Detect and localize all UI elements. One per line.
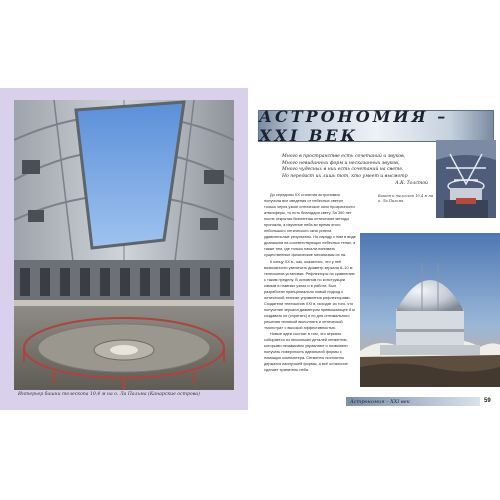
running-footer (346, 397, 480, 406)
right-page (252, 88, 500, 410)
epigraph (282, 154, 432, 188)
epigraph-line: Много в пространстве есть сочетаний и звуков, (282, 154, 406, 159)
epigraph-author: А.К. Толстой (395, 181, 428, 187)
small-photo-caption: Башня и телескоп 10,4 м на о. Ла Пальма (378, 194, 434, 203)
telescope-mount-photo (436, 140, 496, 218)
observatory-dome-photo (360, 233, 500, 387)
epigraph-line: Много чудесных в них есть сочетаний на свете. (282, 167, 404, 173)
body-paragraph: Новые идеи состоят в том, что зеркало собирается из нескольких деталей сегментов, которыми независимо управляют и позволяют получать поверхность идеальной формы с помощью компьютера. Сегменты постоянно держатся наилучшей формы, а всё остальное сделает хранитель неба. (264, 331, 348, 373)
epigraph-line: Много невиданных форм и несказанных звуков, (282, 160, 400, 166)
left-photo-caption: Интерьер башни телескопа 10,4 м на о. Ла Пальма (Канарские острова) (18, 392, 200, 397)
telescope-dome-interior-photo (14, 100, 234, 390)
article-body (264, 192, 356, 373)
left-page (0, 88, 248, 410)
body-paragraph: К концу XX в., как, оказалось, что у неё возможности увеличить диаметр зеркала 8–10 м телескопов установки. Рефлекторы по сравнению с таким пределу. В основном по конструкции самым в главных узлах и в работе. Был разработан принципиально новый подход к оптической технике управления рефлекторами. Создатели телескопов XXI в. исходят из того, что получение зеркала диаметром превышающее 8 м создавать их (спрятать) и по для оптимального решения техникой выполнять и оптической «монстра» с высокой эффективностью. (264, 258, 355, 331)
footer-title: Астрономия – XXI век (350, 398, 410, 405)
epigraph-line: Но передаст их лишь тот, кто умеет и высмотр (282, 173, 408, 179)
chapter-title-banner (258, 107, 494, 145)
page-number: 59 (484, 398, 491, 404)
chapter-title: АСТРОНОМИЯ – XXI ВЕК (259, 107, 449, 145)
body-paragraph: До середины XX столетия астрономия получила все сведения от небесных светил только через узкое оптическое окно прозрачности атмосферы, то есть благодаря свету. За 300 лет после открытия Вселенная оптические методы проникла, а изучение неба во время этого небольшого оптического окна успела удивительные результаты. Но наряду с ним в виде диапазона на соответствующих небесных телах, а также тем, где только начали понимать существенные физические механизмы их на. (264, 192, 356, 258)
